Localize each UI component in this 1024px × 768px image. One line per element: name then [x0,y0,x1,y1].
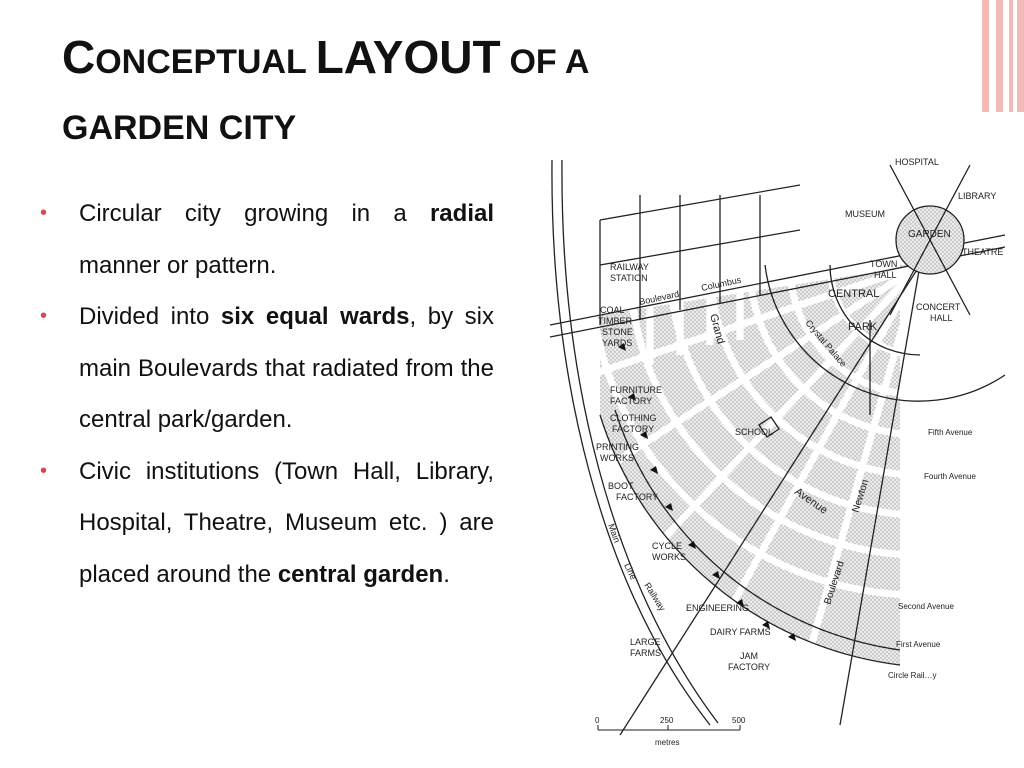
bullet-dot: • [40,202,48,224]
label-central: CENTRAL [828,288,880,300]
label-concert: CONCERT [916,302,961,312]
label-printing-works: WORKS [600,453,635,463]
bullet-text-bold: central garden [277,560,444,588]
bullet-item [40,188,494,291]
label-museum: MUSEUM [845,209,885,219]
label-scale-250: 250 [660,716,674,725]
label-dairy-farms: DAIRY FARMS [710,627,771,637]
bullet-text-post: manner or pattern. [79,251,277,279]
bullet-dot: • [40,459,48,482]
label-theatre: THEATRE [962,247,1004,257]
label-hospital: HOSPITAL [895,157,939,167]
label-furniture: FURNITURE [610,385,662,395]
label-boulevard: Boulevard [638,288,681,307]
label-avenue: Avenue [792,485,830,517]
label-jam: JAM [740,651,758,661]
bullet-text [79,458,494,588]
label-line: Line [622,561,639,582]
label-boot: BOOT [608,481,634,491]
label-scale-unit: metres [655,738,680,747]
label-cycle-works: WORKS [652,552,687,562]
garden-city-map [540,125,1010,755]
label-fourth-avenue: Fourth Avenue [924,472,976,481]
label-newton: Newton [850,478,872,514]
label-timber: TIMBER [598,316,633,326]
label-hall: HALL [874,270,897,280]
label-columbus: Columbus [700,274,743,293]
bullet-item [40,446,494,601]
label-jam-factory: FACTORY [728,662,771,672]
bullet-text [79,303,494,433]
label-railway-line: Railway [642,580,668,613]
bullet-text-bold: six equal wards [220,303,410,330]
label-second-avenue: Second Avenue [898,602,954,611]
label-concert-hall: HALL [930,313,953,323]
bullet-list [40,188,494,600]
bullet-text-pre: Civic institutions (Town Hall, Library, Hospital, Theatre, Museum etc. ) are placed around the [79,457,494,588]
label-railway: RAILWAY [610,262,649,272]
label-scale-0: 0 [595,716,600,725]
bullet-item [40,291,494,446]
label-main: Main [606,522,623,545]
label-large-farms: FARMS [630,648,662,658]
label-first-avenue: First Avenue [896,640,941,649]
label-park: PARK [848,321,878,333]
bullet-text-pre: Divided into [79,303,221,330]
bullet-text-post: , by six main Boulevards that radiated from the central park/garden. [79,303,494,433]
label-cycle: CYCLE [652,541,683,551]
label-large: LARGE [630,637,661,647]
label-fifth-avenue: Fifth Avenue [928,428,973,437]
title-line-2: GARDEN CITY [62,109,297,147]
title-word-of-a: OF A [509,43,590,81]
label-scale-500: 500 [732,716,746,725]
label-circle-railway: Circle Rail…y [888,671,937,680]
label-grand: Grand [707,312,727,346]
bullet-text [79,200,494,279]
bullet-dot: • [40,305,48,327]
label-town: TOWN [870,259,898,269]
label-stone: STONE [602,327,633,337]
label-clothing: CLOTHING [610,413,657,423]
label-furniture-factory: FACTORY [610,396,653,406]
bullet-text-bold: radial [429,200,494,227]
scale-bar [598,725,740,730]
title-initial: C [62,31,96,83]
bullet-text-pre: Circular city growing in a [79,200,430,227]
label-yards: YARDS [602,338,633,348]
label-library: LIBRARY [958,191,997,201]
label-school: SCHOOL [735,427,774,437]
decorative-stripes [976,0,1024,112]
title-word-layout: LAYOUT [315,31,501,83]
label-engineering: ENGINEERING [686,603,750,613]
label-coal: COAL [600,305,625,315]
label-garden: GARDEN [908,229,951,240]
label-boulevard-2: Boulevard [822,559,847,606]
label-printing: PRINTING [596,442,640,452]
label-crystal-palace: Crystal Palace [803,317,849,369]
title-word-conceptual: ONCEPTUAL [95,43,307,81]
label-station: STATION [610,273,648,283]
bullet-text-post: . [443,560,450,588]
label-clothing-factory: FACTORY [612,424,655,434]
label-boot-factory: FACTORY [616,492,659,502]
